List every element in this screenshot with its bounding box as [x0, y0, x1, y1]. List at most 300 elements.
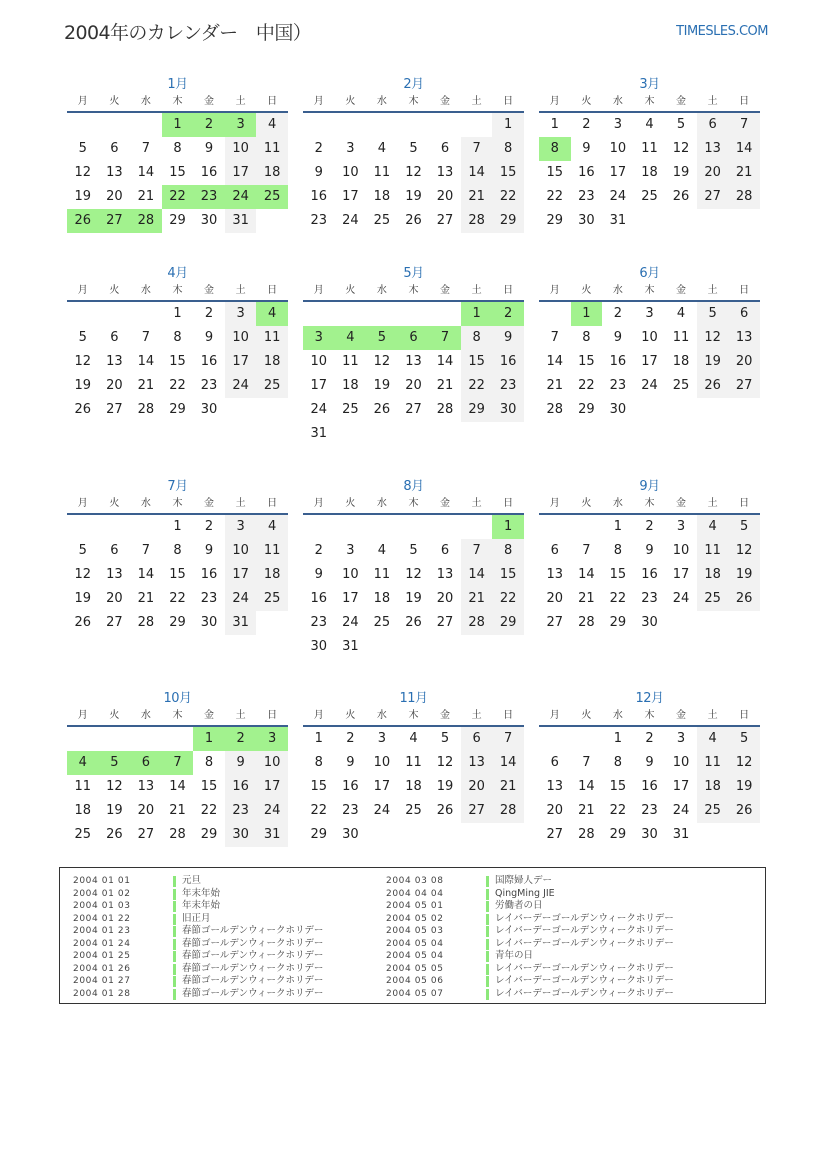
- week-row: [303, 775, 524, 799]
- day-cell: [492, 823, 524, 847]
- day-cell: 4: [377, 543, 387, 558]
- holiday-item: [386, 913, 674, 926]
- day-cell: [697, 611, 729, 635]
- day-cell: 5: [440, 731, 450, 746]
- day-cell: 9: [645, 543, 654, 558]
- week-row: [303, 751, 524, 775]
- day-cell: 23: [609, 378, 627, 393]
- day-cell: 25: [672, 378, 690, 393]
- day-cell: 8: [613, 755, 623, 770]
- month-title: 6月: [639, 266, 660, 281]
- day-cell: 17: [373, 779, 391, 794]
- day-cell: 27: [106, 615, 123, 630]
- day-cell: 23: [200, 591, 218, 606]
- day-cell: 8: [582, 330, 591, 345]
- day-cell: 29: [169, 615, 186, 630]
- week-row: [303, 302, 524, 326]
- week-row: [67, 799, 288, 823]
- day-cell: 10: [641, 330, 658, 345]
- holiday-name: 春節ゴールデンウィークホリデー: [182, 925, 324, 936]
- day-cell: 23: [193, 185, 225, 209]
- weekday-label: 火: [345, 285, 356, 296]
- day-cell: 1: [571, 302, 603, 326]
- day-cell: 12: [373, 354, 391, 369]
- week-row: [539, 398, 760, 422]
- day-cell: 28: [578, 827, 595, 842]
- weekday-label: 月: [549, 96, 560, 107]
- day-cell: [303, 515, 335, 539]
- weekday-label: 日: [739, 96, 750, 107]
- day-cell: 23: [225, 799, 257, 823]
- holiday-date: 2004 05 06: [386, 976, 444, 986]
- week-row: [303, 727, 524, 751]
- day-cell: 6: [130, 751, 162, 775]
- day-cell: 19: [74, 591, 92, 606]
- day-cell: [99, 302, 131, 326]
- weekday-label: 火: [345, 498, 356, 509]
- weekday-label: 水: [376, 285, 387, 296]
- holiday-name: 春節ゴールデンウィークホリデー: [182, 937, 324, 949]
- weekday-header: [303, 495, 524, 515]
- day-cell: [398, 515, 430, 539]
- weekday-label: 土: [707, 96, 718, 107]
- day-cell: [256, 209, 288, 233]
- day-cell: 7: [582, 755, 591, 770]
- day-cell: 8: [492, 137, 524, 161]
- day-cell: [303, 302, 335, 326]
- day-cell: 6: [110, 330, 119, 345]
- day-cell: 20: [106, 591, 123, 606]
- holiday-name: レイバーデーゴールデンウィークホリデー: [495, 962, 674, 974]
- holiday-name: レイバーデーゴールデンウィークホリデー: [495, 987, 674, 999]
- week-row: [539, 751, 760, 775]
- day-cell: 4: [409, 731, 418, 746]
- month-3: [539, 73, 760, 233]
- holiday-marker: [486, 951, 489, 962]
- day-cell: 3: [225, 113, 257, 137]
- day-cell: 21: [137, 591, 155, 606]
- day-cell: 24: [310, 402, 328, 417]
- day-cell: 7: [162, 751, 194, 775]
- weekday-label: 日: [503, 96, 514, 107]
- day-cell: [539, 515, 571, 539]
- day-cell: 4: [67, 751, 99, 775]
- weekday-label: 金: [204, 498, 215, 509]
- holiday-list-right: [386, 875, 674, 1000]
- day-cell: 22: [609, 803, 627, 818]
- holiday-date: 2004 05 04: [386, 938, 444, 949]
- weekday-label: 金: [204, 710, 215, 721]
- day-cell: 10: [609, 141, 627, 156]
- day-cell: 12: [697, 326, 729, 350]
- weekday-header: [539, 707, 760, 727]
- day-cell: 18: [641, 165, 658, 180]
- day-cell: [571, 515, 603, 539]
- day-cell: 28: [578, 615, 595, 630]
- day-cell: 19: [106, 803, 123, 818]
- day-cell: 28: [461, 611, 493, 635]
- day-cell: 20: [106, 378, 123, 393]
- day-cell: 4: [335, 326, 367, 350]
- day-cell: 30: [310, 639, 328, 654]
- day-cell: [492, 422, 524, 446]
- day-cell: 29: [200, 827, 218, 842]
- day-cell: 25: [256, 587, 288, 611]
- day-cell: 4: [697, 515, 729, 539]
- weekday-label: 日: [503, 285, 514, 296]
- day-cell: 18: [256, 350, 288, 374]
- day-cell: 13: [405, 354, 422, 369]
- day-cell: 5: [78, 330, 87, 345]
- day-cell: 12: [405, 165, 422, 180]
- day-cell: 11: [256, 326, 288, 350]
- day-cell: [429, 422, 461, 446]
- month-title: 10月: [163, 691, 192, 706]
- day-cell: 13: [436, 165, 454, 180]
- day-cell: 16: [641, 779, 658, 794]
- weekday-label: 金: [440, 96, 451, 107]
- day-cell: 6: [550, 755, 559, 770]
- weekday-label: 水: [140, 96, 151, 107]
- weekday-header: [67, 707, 288, 727]
- day-cell: 31: [672, 827, 690, 842]
- day-cell: [461, 515, 493, 539]
- day-cell: 7: [461, 539, 493, 563]
- weekday-label: 水: [376, 96, 387, 107]
- weekday-label: 土: [235, 710, 246, 721]
- holiday-date: 2004 05 05: [386, 963, 444, 974]
- month-title: 1月: [167, 77, 188, 92]
- day-cell: [67, 302, 99, 326]
- weekday-label: 火: [581, 498, 592, 509]
- holiday-item: [73, 975, 323, 988]
- day-cell: 9: [204, 141, 214, 156]
- day-cell: 2: [492, 302, 524, 326]
- holiday-item: [73, 988, 323, 1001]
- day-cell: 31: [310, 426, 328, 441]
- day-cell: 21: [578, 803, 595, 818]
- day-cell: 9: [613, 330, 623, 345]
- day-cell: 16: [342, 779, 359, 794]
- week-row: [67, 539, 288, 563]
- day-cell: 6: [110, 543, 119, 558]
- holiday-name: レイバーデーゴールデンウィークホリデー: [495, 912, 674, 924]
- holiday-item: [73, 888, 323, 901]
- day-cell: 12: [728, 751, 760, 775]
- day-cell: 5: [409, 543, 418, 558]
- day-cell: 19: [672, 165, 690, 180]
- day-cell: 15: [169, 165, 186, 180]
- holiday-name: レイバーデーゴールデンウィークホリデー: [495, 975, 674, 986]
- day-cell: 15: [461, 350, 493, 374]
- day-cell: 10: [225, 539, 257, 563]
- weekday-label: 木: [172, 710, 183, 721]
- day-cell: 4: [676, 306, 686, 321]
- day-cell: 10: [373, 755, 391, 770]
- month-8: [303, 475, 524, 659]
- day-cell: 29: [461, 398, 493, 422]
- day-cell: [303, 113, 335, 137]
- day-cell: 13: [697, 137, 729, 161]
- day-cell: [539, 727, 571, 751]
- week-row: [303, 209, 524, 233]
- day-cell: 21: [137, 189, 155, 204]
- week-row: [67, 775, 288, 799]
- week-row: [303, 563, 524, 587]
- day-cell: 26: [405, 615, 422, 630]
- week-row: [539, 185, 760, 209]
- day-cell: 7: [550, 330, 559, 345]
- day-cell: 13: [106, 567, 123, 582]
- day-cell: 16: [200, 354, 218, 369]
- weekday-label: 木: [644, 285, 655, 296]
- day-cell: [697, 823, 729, 847]
- holiday-item: [73, 950, 323, 963]
- weekday-label: 木: [644, 96, 655, 107]
- day-cell: 26: [672, 189, 690, 204]
- day-cell: 14: [492, 751, 524, 775]
- day-cell: 5: [676, 117, 686, 132]
- day-cell: [99, 113, 131, 137]
- day-cell: 8: [613, 543, 623, 558]
- day-cell: [398, 422, 430, 446]
- day-cell: 19: [728, 563, 760, 587]
- day-cell: 29: [609, 615, 627, 630]
- weekday-label: 水: [612, 285, 623, 296]
- day-cell: 10: [225, 326, 257, 350]
- day-cell: 28: [546, 402, 564, 417]
- day-cell: 20: [436, 591, 454, 606]
- day-cell: 30: [641, 827, 658, 842]
- day-cell: 15: [169, 354, 186, 369]
- day-cell: 2: [314, 141, 323, 156]
- day-cell: 14: [578, 779, 595, 794]
- day-cell: [225, 398, 257, 422]
- day-cell: 13: [546, 779, 564, 794]
- day-cell: [335, 113, 367, 137]
- day-cell: 30: [578, 213, 595, 228]
- day-cell: 9: [645, 755, 654, 770]
- holiday-marker: [486, 989, 489, 1000]
- month-5: [303, 262, 524, 446]
- weekday-label: 月: [313, 498, 324, 509]
- day-cell: 10: [256, 751, 288, 775]
- day-cell: 20: [405, 378, 422, 393]
- weekday-label: 火: [581, 96, 592, 107]
- weekday-label: 日: [739, 285, 750, 296]
- day-cell: 12: [436, 755, 454, 770]
- day-cell: 6: [461, 727, 493, 751]
- day-cell: 12: [672, 141, 690, 156]
- week-row: [67, 374, 288, 398]
- day-cell: 31: [342, 639, 359, 654]
- day-cell: 24: [672, 591, 690, 606]
- day-cell: 28: [492, 799, 524, 823]
- weekday-label: 月: [77, 498, 88, 509]
- holiday-name: 春節ゴールデンウィークホリデー: [182, 962, 324, 974]
- day-cell: [571, 727, 603, 751]
- day-cell: 13: [106, 165, 123, 180]
- weekday-label: 金: [676, 96, 687, 107]
- day-cell: 18: [256, 161, 288, 185]
- month-2: [303, 73, 524, 233]
- weekday-label: 火: [345, 96, 356, 107]
- day-cell: 2: [645, 519, 654, 534]
- day-cell: 16: [641, 567, 658, 582]
- weekday-label: 土: [235, 285, 246, 296]
- day-cell: 13: [546, 567, 564, 582]
- holiday-item: [386, 875, 674, 888]
- day-cell: [335, 515, 367, 539]
- week-row: [539, 611, 760, 635]
- weekday-label: 木: [172, 285, 183, 296]
- weekday-label: 火: [109, 96, 120, 107]
- day-cell: [398, 113, 430, 137]
- day-cell: 23: [578, 189, 595, 204]
- day-cell: 2: [225, 727, 257, 751]
- day-cell: [335, 302, 367, 326]
- day-cell: 13: [436, 567, 454, 582]
- day-cell: 14: [461, 161, 493, 185]
- day-cell: 16: [225, 775, 257, 799]
- day-cell: [335, 422, 367, 446]
- day-cell: 6: [440, 543, 450, 558]
- weekday-label: 水: [140, 285, 151, 296]
- weekday-label: 火: [109, 285, 120, 296]
- week-row: [67, 302, 288, 326]
- day-cell: 18: [373, 591, 391, 606]
- day-cell: [697, 209, 729, 233]
- day-cell: 25: [697, 587, 729, 611]
- day-cell: 19: [728, 775, 760, 799]
- day-cell: 28: [137, 402, 155, 417]
- site-logo[interactable]: TIMESLES.COM: [676, 24, 768, 39]
- day-cell: 20: [546, 803, 564, 818]
- holiday-marker: [173, 889, 176, 900]
- day-cell: 27: [697, 185, 729, 209]
- day-cell: 22: [492, 185, 524, 209]
- day-cell: 16: [200, 165, 218, 180]
- day-cell: 18: [256, 563, 288, 587]
- day-cell: 19: [74, 378, 92, 393]
- holiday-item: [386, 925, 674, 938]
- weekday-label: 土: [707, 498, 718, 509]
- day-cell: 2: [204, 519, 214, 534]
- holiday-date: 2004 01 22: [73, 913, 131, 924]
- day-cell: 8: [461, 326, 493, 350]
- day-cell: 5: [99, 751, 131, 775]
- holiday-marker: [173, 914, 176, 925]
- holiday-date: 2004 05 04: [386, 951, 444, 961]
- day-cell: 21: [461, 587, 493, 611]
- holiday-list-left: [73, 875, 323, 1000]
- day-cell: 5: [366, 326, 398, 350]
- day-cell: 21: [578, 591, 595, 606]
- day-cell: 6: [728, 302, 760, 326]
- day-cell: 21: [137, 378, 155, 393]
- day-cell: 11: [373, 567, 391, 582]
- day-cell: 8: [173, 330, 182, 345]
- day-cell: 21: [461, 185, 493, 209]
- holiday-name: 年末年始: [182, 887, 221, 899]
- day-cell: 18: [672, 354, 690, 369]
- day-cell: 24: [225, 374, 257, 398]
- day-cell: 8: [204, 755, 214, 770]
- day-cell: 28: [130, 209, 162, 233]
- weekday-label: 日: [267, 710, 278, 721]
- week-row: [539, 209, 760, 233]
- day-cell: [366, 113, 398, 137]
- weekday-label: 火: [109, 710, 120, 721]
- week-row: [303, 350, 524, 374]
- week-row: [303, 539, 524, 563]
- day-cell: 20: [106, 189, 123, 204]
- day-cell: 27: [99, 209, 131, 233]
- day-cell: 27: [405, 402, 422, 417]
- holiday-item: [386, 950, 674, 963]
- day-cell: [67, 113, 99, 137]
- holiday-item: [386, 988, 674, 1001]
- day-cell: 5: [697, 302, 729, 326]
- day-cell: 3: [225, 515, 257, 539]
- day-cell: 29: [492, 209, 524, 233]
- holiday-marker: [173, 939, 176, 950]
- weekday-label: 木: [644, 498, 655, 509]
- day-cell: 30: [641, 615, 658, 630]
- day-cell: 17: [256, 775, 288, 799]
- day-cell: 17: [672, 779, 690, 794]
- day-cell: 26: [728, 799, 760, 823]
- holiday-date: 2004 01 26: [73, 963, 131, 974]
- day-cell: 14: [436, 354, 454, 369]
- day-cell: 30: [609, 402, 627, 417]
- day-cell: 29: [609, 827, 627, 842]
- month-title: 4月: [167, 266, 188, 281]
- day-cell: 26: [74, 615, 92, 630]
- day-cell: 10: [342, 165, 359, 180]
- day-cell: 22: [609, 591, 627, 606]
- holiday-date: 2004 01 28: [73, 988, 131, 999]
- day-cell: [67, 515, 99, 539]
- day-cell: 30: [200, 213, 218, 228]
- day-cell: [697, 398, 729, 422]
- month-4: [67, 262, 288, 422]
- day-cell: 28: [436, 402, 454, 417]
- day-cell: 23: [641, 591, 658, 606]
- day-cell: 22: [310, 803, 328, 818]
- weekday-label: 月: [77, 285, 88, 296]
- week-row: [67, 611, 288, 635]
- week-row: [303, 635, 524, 659]
- day-cell: 31: [256, 823, 288, 847]
- day-cell: [429, 113, 461, 137]
- month-title: 5月: [403, 266, 424, 281]
- weekday-label: 木: [644, 710, 655, 721]
- week-row: [303, 799, 524, 823]
- weekday-label: 金: [440, 498, 451, 509]
- holiday-name: 旧正月: [182, 912, 211, 924]
- day-cell: 24: [342, 615, 359, 630]
- weekday-label: 水: [140, 710, 151, 721]
- weekday-label: 月: [313, 285, 324, 296]
- week-row: [67, 515, 288, 539]
- day-cell: 7: [461, 137, 493, 161]
- day-cell: 8: [173, 543, 182, 558]
- day-cell: 1: [162, 113, 194, 137]
- day-cell: 10: [672, 755, 690, 770]
- week-row: [67, 823, 288, 847]
- day-cell: 11: [641, 141, 658, 156]
